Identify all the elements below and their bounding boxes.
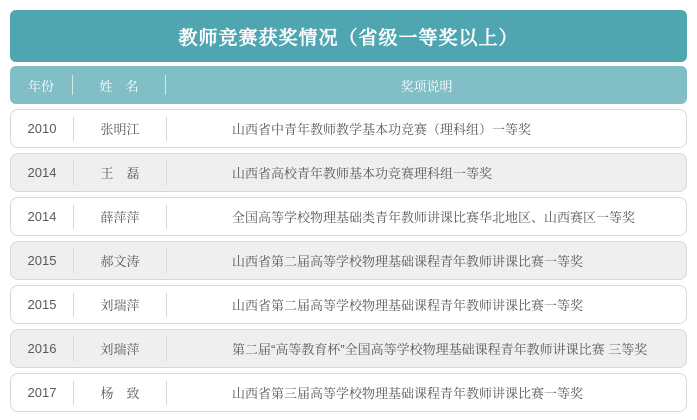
header-name: 姓 名 xyxy=(99,78,139,94)
row-year: 2017 xyxy=(27,385,57,400)
row-award: 山西省第三届高等学校物理基础课程青年教师讲课比赛一等奖 xyxy=(232,386,584,401)
row-name: 郝文涛 xyxy=(100,254,140,269)
row-award: 山西省第二届高等学校物理基础课程青年教师讲课比赛一等奖 xyxy=(232,298,584,313)
table-row xyxy=(10,285,687,324)
row-year: 2015 xyxy=(27,253,57,268)
table-row xyxy=(10,241,687,280)
row-year: 2015 xyxy=(27,297,57,312)
row-year: 2010 xyxy=(27,121,57,136)
row-year: 2014 xyxy=(27,209,57,224)
row-award: 山西省第二届高等学校物理基础课程青年教师讲课比赛一等奖 xyxy=(232,254,584,269)
header-award: 奖项说明 xyxy=(400,78,453,94)
table-header-row xyxy=(10,66,687,104)
row-award: 山西省高校青年教师基本功竞赛理科组一等奖 xyxy=(232,166,493,181)
row-name: 薛萍萍 xyxy=(100,210,140,225)
row-name: 刘瑞萍 xyxy=(100,298,140,313)
row-award: 山西省中青年教师教学基本功竞赛（理科组）一等奖 xyxy=(232,122,532,137)
row-name: 张明江 xyxy=(100,122,140,137)
table-row xyxy=(10,329,687,368)
row-year: 2014 xyxy=(27,165,57,180)
row-name: 杨 致 xyxy=(100,386,140,401)
table-row xyxy=(10,373,687,412)
row-name: 王 磊 xyxy=(100,166,140,181)
row-name: 刘瑞萍 xyxy=(100,342,140,357)
table-rows xyxy=(10,109,687,412)
table-row xyxy=(10,197,687,236)
table-row xyxy=(10,153,687,192)
table-title-bar xyxy=(10,10,687,62)
table-row xyxy=(10,109,687,148)
table-title: 教师竞赛获奖情况（省级一等奖以上） xyxy=(178,27,519,49)
row-year: 2016 xyxy=(27,341,57,356)
header-year: 年份 xyxy=(27,78,54,94)
row-award: 第二届“高等教育杯”全国高等学校物理基础课程青年教师讲课比赛 三等奖 xyxy=(232,342,648,357)
row-award: 全国高等学校物理基础类青年教师讲课比赛华北地区、山西赛区一等奖 xyxy=(232,210,636,225)
